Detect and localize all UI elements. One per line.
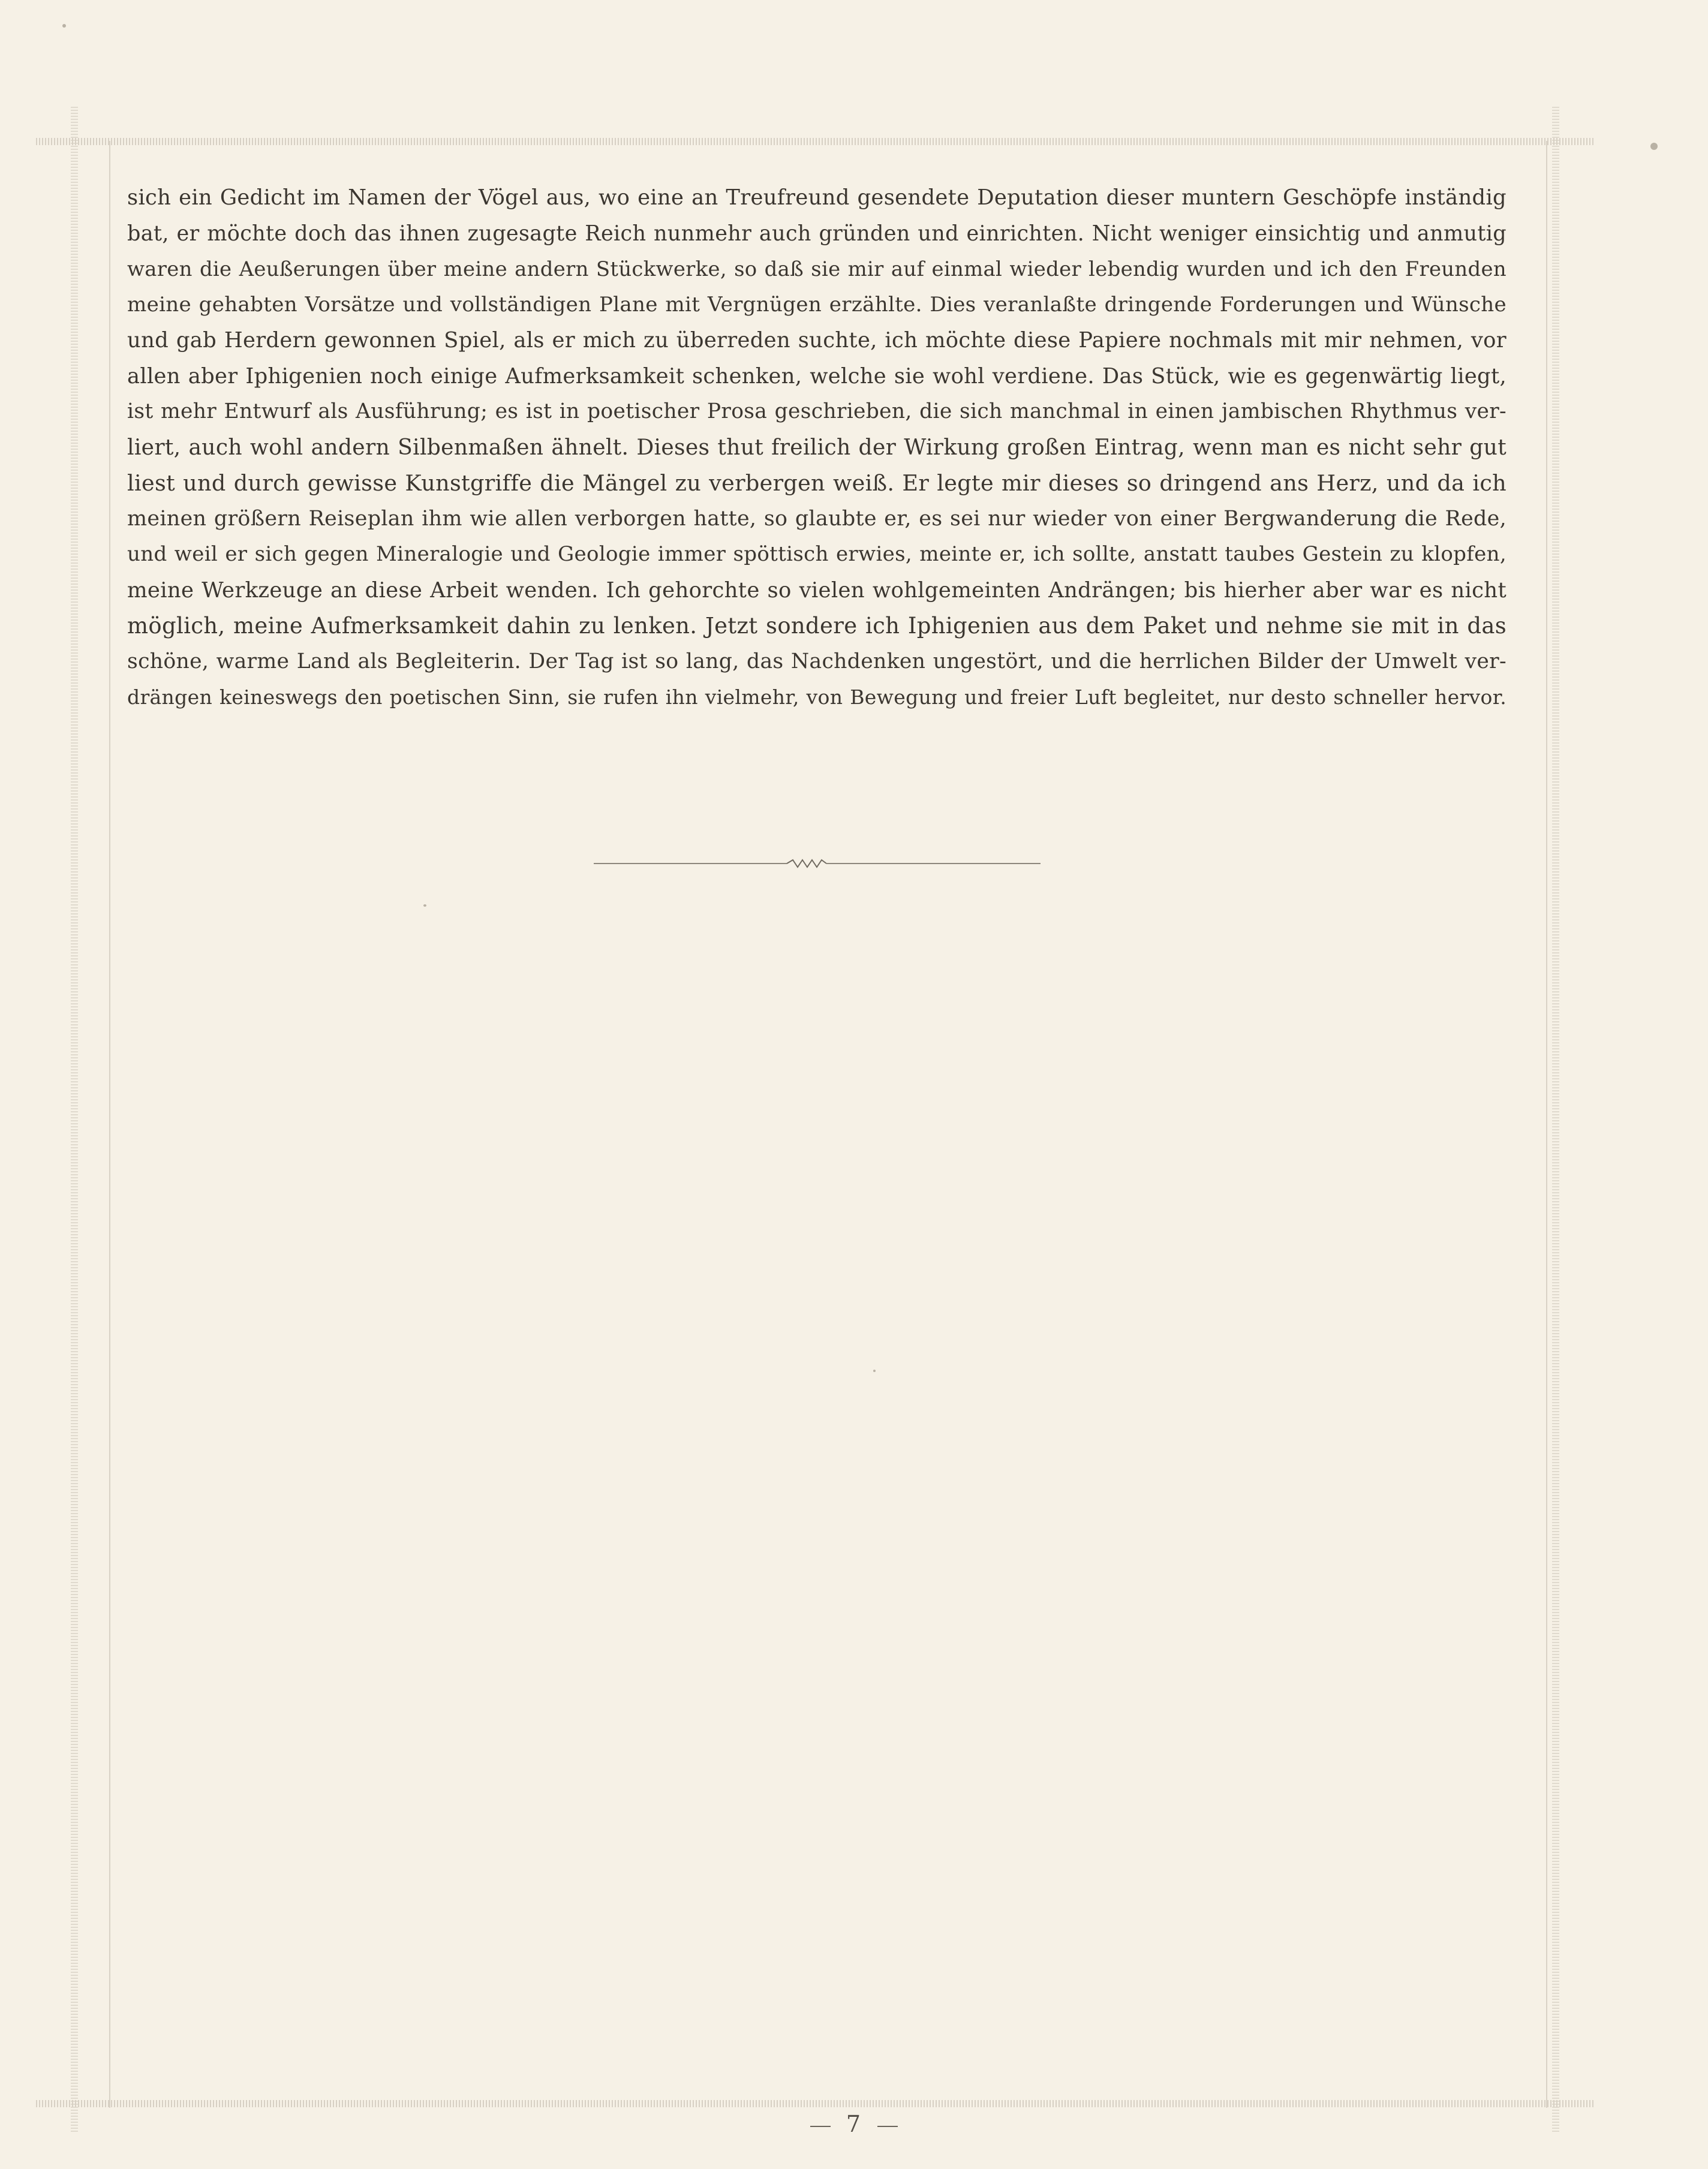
ornament-divider bbox=[594, 856, 1041, 871]
text-line: schöne, warme Land als Begleiterin. Der Tag ist so lang, das Nachdenken ungestört, und die herrlichen Bilder der Umwelt ver- bbox=[127, 649, 1506, 673]
text-line: liest und durch gewisse Kunstgriffe die Mängel zu verbergen weiß. Er legte mir dieses so dringend ans Herz, und da ich bbox=[127, 470, 1506, 496]
left-border-rule bbox=[71, 105, 78, 2132]
text-line: allen aber Iphigenien noch einige Aufmerksamkeit schenken, welche sie wohl verdiene. Das Stück, wie es gegenwärtig liegt, bbox=[127, 363, 1506, 389]
page-number-value: 7 bbox=[846, 2111, 862, 2137]
text-line: sich ein Gedicht im Namen der Vögel aus, wo eine an Treufreund gesendete Deputation dieser muntern Geschöpfe inständig bbox=[127, 185, 1506, 210]
text-line: waren die Aeußerungen über meine andern Stückwerke, so daß sie mir auf einmal wieder lebendig wurden und ich den Freunden bbox=[127, 257, 1506, 281]
text-line: und weil er sich gegen Mineralogie und Geologie immer spöttisch erwies, meinte er, ich sollte, anstatt taubes Gestein zu klopfen, bbox=[127, 542, 1506, 566]
left-inner-line bbox=[109, 141, 110, 2108]
text-line: möglich, meine Aufmerksamkeit dahin zu lenken. Jetzt sondere ich Iphigenien aus dem Paket und nehme sie mit in das bbox=[127, 613, 1506, 639]
text-line: bat, er möchte doch das ihnen zugesagte Reich nunmehr auch gründen und einrichten. Nicht weniger einsichtig und anmutig bbox=[127, 221, 1506, 246]
text-line: meine Werkzeuge an diese Arbeit wenden. Ich gehorchte so vielen wohlgemeinten Andrängen; bis hierher aber war es nicht bbox=[127, 577, 1506, 603]
paper-speck bbox=[62, 24, 66, 28]
text-line: drängen keineswegs den poetischen Sinn, sie rufen ihn vielmehr, von Bewegung und freier Luft begleitet, nur desto schneller hervor. bbox=[127, 685, 1506, 709]
paper-speck bbox=[423, 904, 426, 907]
page-number-dash-left bbox=[810, 2126, 831, 2127]
text-line: liert, auch wohl andern Silbenmaßen ähnelt. Dieses thut freilich der Wirkung großen Eintrag, wenn man es nicht sehr gut bbox=[127, 434, 1506, 460]
text-line: meinen größern Reiseplan ihm wie allen verborgen hatte, so glaubte er, es sei nur wieder von einer Bergwanderung die Rede, bbox=[127, 506, 1506, 531]
paper-speck bbox=[873, 1370, 876, 1372]
text-line: meine gehabten Vorsätze und vollständigen Plane mit Vergnügen erzählte. Dies veranlaßte dringende Forderungen und Wünsche bbox=[127, 292, 1506, 317]
bottom-border-rule bbox=[36, 2100, 1595, 2107]
text-line: und gab Herdern gewonnen Spiel, als er mich zu überreden suchte, ich möchte diese Papiere nochmals mit mir nehmen, vor bbox=[127, 328, 1506, 353]
right-border-rule bbox=[1552, 105, 1559, 2132]
text-line: ist mehr Entwurf als Ausführung; es ist in poetischer Prosa geschrieben, die sich manchmal in einen jambischen Rhythmus ver- bbox=[127, 399, 1506, 423]
body-text bbox=[127, 180, 1506, 715]
page-number bbox=[0, 2111, 1708, 2137]
paper-speck bbox=[1650, 143, 1658, 150]
right-inner-line bbox=[1546, 141, 1547, 2108]
page-number-dash-right bbox=[877, 2126, 898, 2127]
top-border-rule bbox=[36, 138, 1595, 145]
